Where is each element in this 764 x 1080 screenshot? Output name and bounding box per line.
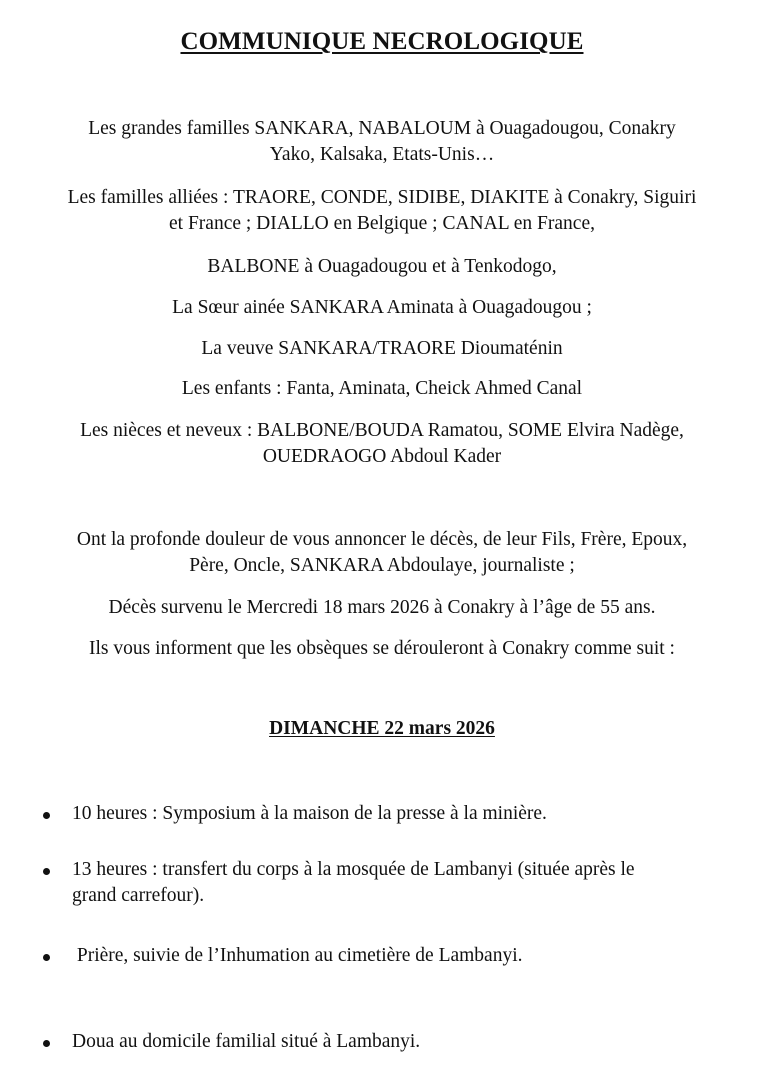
announcement-line-1: Ont la profonde douleur de vous annoncer le décès, de leur Fils, Frère, Epoux, xyxy=(76,529,688,550)
funeral-intro-line: Ils vous informent que les obsèques se dérouleront à Conakry comme suit : xyxy=(89,638,675,659)
death-info-line: Décès survenu le Mercredi 18 mars 2026 à Conakry à l’âge de 55 ans. xyxy=(108,597,656,618)
bullet-icon xyxy=(43,1040,50,1047)
announcement-line-2: Père, Oncle, SANKARA Abdoulaye, journaliste ; xyxy=(189,555,575,576)
bullet-icon xyxy=(43,812,50,819)
schedule-item-text: Doua au domicile familial situé à Lambanyi. xyxy=(72,1031,421,1052)
balbone-line: BALBONE à Ouagadougou et à Tenkodogo, xyxy=(207,256,557,277)
allied-families-line-2: et France ; DIALLO en Belgique ; CANAL en France, xyxy=(169,213,595,234)
widow-line: La veuve SANKARA/TRAORE Dioumaténin xyxy=(201,338,563,359)
schedule-item-text: 10 heures : Symposium à la maison de la presse à la minière. xyxy=(72,803,547,824)
schedule-item-text: 13 heures : transfert du corps à la mosquée de Lambanyi (située après le xyxy=(72,859,635,880)
sister-line: La Sœur ainée SANKARA Aminata à Ouagadougou ; xyxy=(172,297,592,318)
children-line: Les enfants : Fanta, Aminata, Cheick Ahmed Canal xyxy=(181,378,583,399)
schedule-heading: DIMANCHE 22 mars 2026 xyxy=(269,718,495,739)
families-line-2: Yako, Kalsaka, Etats-Unis… xyxy=(269,144,495,165)
nieces-line-1: Les nièces et neveux : BALBONE/BOUDA Ramatou, SOME Elvira Nadège, xyxy=(80,420,684,441)
schedule-item-text: Prière, suivie de l’Inhumation au cimetière de Lambanyi. xyxy=(72,945,523,966)
bullet-icon xyxy=(43,954,50,961)
allied-families-line-1: Les familles alliées : TRAORE, CONDE, SIDIBE, DIAKITE à Conakry, Siguiri xyxy=(67,187,697,208)
bullet-icon xyxy=(43,868,50,875)
schedule-item-text-continued: grand carrefour). xyxy=(72,885,205,906)
notice-title: COMMUNIQUE NECROLOGIQUE xyxy=(180,28,584,55)
nieces-line-2: OUEDRAOGO Abdoul Kader xyxy=(262,446,502,467)
families-line-1: Les grandes familles SANKARA, NABALOUM à Ouagadougou, Conakry xyxy=(88,118,676,139)
